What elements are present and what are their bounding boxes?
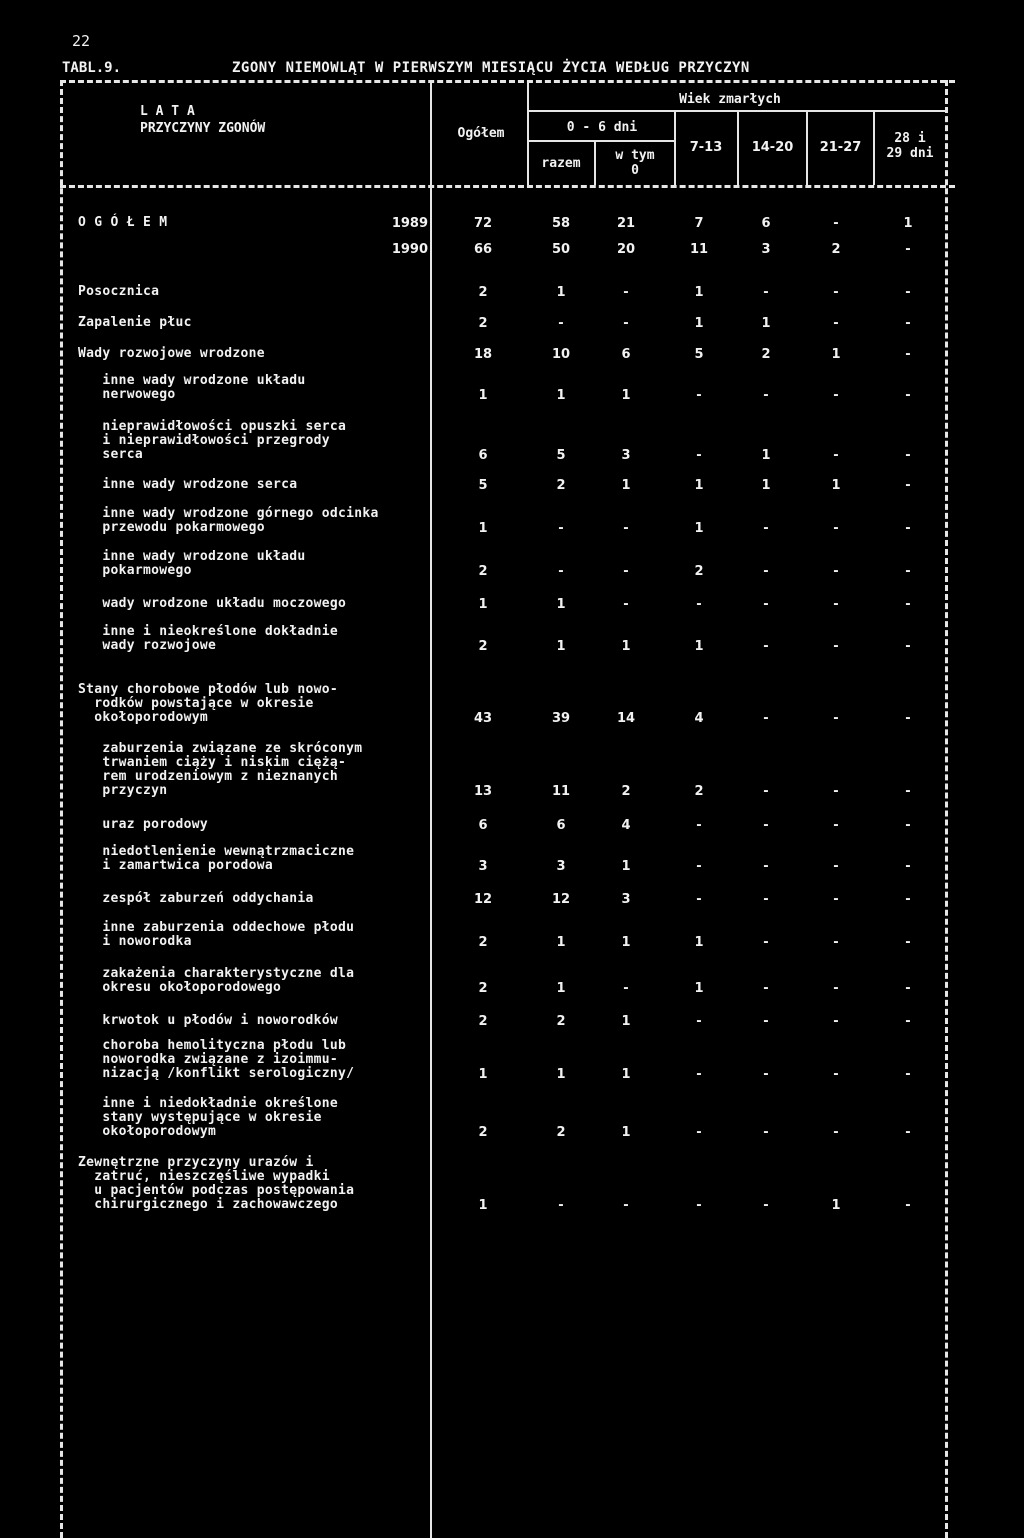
cause-label: krwotok u płodów i noworodków <box>78 1013 339 1028</box>
cause-label: zakażenia charakterystyczne dla okresu okołoporodowego <box>102 966 355 995</box>
cause-label: wady wrodzone układu moczowego <box>78 596 347 611</box>
cell-value: 1 <box>621 388 631 403</box>
header-7-13: 7-13 <box>689 140 723 155</box>
cell-value: 2 <box>761 347 771 362</box>
cell-value: - <box>833 892 839 907</box>
cell-value: - <box>905 859 911 874</box>
cell-value: 13 <box>473 784 493 799</box>
cell-value: - <box>833 316 839 331</box>
cell-value: - <box>763 521 769 536</box>
cause-label: Zewnętrzne przyczyny urazów i zatruć, nieszczęśliwe wypadki u pacjentów podczas postępowania chirurgicznego i zachowawczego <box>78 1155 355 1212</box>
cell-value: 1 <box>478 521 488 536</box>
cause-label: inne wady wrodzone górnego odcinka przewodu pokarmowego <box>102 506 379 535</box>
cell-value: - <box>696 859 702 874</box>
cell-value: 5 <box>478 478 488 493</box>
header-ogolem: Ogółem <box>457 126 505 141</box>
cell-value: - <box>905 784 911 799</box>
cell-value: - <box>763 1014 769 1029</box>
cell-value: 1 <box>478 388 488 403</box>
cell-value: - <box>905 242 911 257</box>
cell-value: - <box>763 784 769 799</box>
cell-value: - <box>905 1067 911 1082</box>
cell-value: 72 <box>473 216 493 231</box>
cell-value: - <box>763 1067 769 1082</box>
cell-value: - <box>833 1014 839 1029</box>
table-label: TABL.9. <box>62 60 122 76</box>
header-razem: razem <box>541 156 581 171</box>
cell-value: 2 <box>556 478 566 493</box>
header-21-27: 21-27 <box>819 140 862 155</box>
cell-value: - <box>833 639 839 654</box>
cell-value: 2 <box>478 935 488 950</box>
cell-value: 1 <box>831 347 841 362</box>
cell-value: - <box>905 981 911 996</box>
cell-value: - <box>905 521 911 536</box>
cell-value: 1 <box>761 316 771 331</box>
cell-value: 2 <box>478 564 488 579</box>
cell-value: 1 <box>694 935 704 950</box>
cell-value: - <box>833 521 839 536</box>
cell-value: - <box>696 1198 702 1213</box>
cell-value: 3 <box>621 892 631 907</box>
cell-value: 6 <box>621 347 631 362</box>
cell-value: - <box>763 935 769 950</box>
cell-value: - <box>696 818 702 833</box>
cell-value: 1 <box>831 478 841 493</box>
cell-value: - <box>833 448 839 463</box>
cell-value: 10 <box>551 347 571 362</box>
cell-value: - <box>905 1125 911 1140</box>
page-number: 22 <box>72 32 91 50</box>
cell-value: 2 <box>694 784 704 799</box>
cell-value: - <box>833 1125 839 1140</box>
cell-value: 2 <box>621 784 631 799</box>
table-title: ZGONY NIEMOWLĄT W PIERWSZYM MIESIĄCU ŻYCIA WEDŁUG PRZYCZYN <box>232 60 750 76</box>
cell-value: - <box>763 639 769 654</box>
cell-value: - <box>696 892 702 907</box>
cell-value: 50 <box>551 242 571 257</box>
cell-value: 11 <box>551 784 571 799</box>
cause-label: inne wady wrodzone układu pokarmowego <box>102 549 306 578</box>
year-label: 1989 <box>391 216 428 231</box>
cause-label: inne wady wrodzone serca <box>78 477 298 492</box>
cell-value: 2 <box>478 285 488 300</box>
cell-value: - <box>833 818 839 833</box>
cell-value: 2 <box>831 242 841 257</box>
cell-value: 1 <box>556 285 566 300</box>
cell-value: - <box>833 285 839 300</box>
cause-label: uraz porodowy <box>78 817 209 832</box>
cell-value: - <box>558 1198 564 1213</box>
cell-value: 2 <box>478 316 488 331</box>
cell-value: 5 <box>694 347 704 362</box>
cell-value: - <box>623 597 629 612</box>
cell-value: 2 <box>478 1125 488 1140</box>
cell-value: 3 <box>621 448 631 463</box>
cell-value: 1 <box>694 285 704 300</box>
cell-value: - <box>763 597 769 612</box>
cell-value: 12 <box>551 892 571 907</box>
cell-value: - <box>905 448 911 463</box>
cell-value: - <box>905 597 911 612</box>
cause-label: O G Ó Ł E M <box>78 215 168 230</box>
cell-value: 1 <box>694 316 704 331</box>
cell-value: - <box>905 711 911 726</box>
cause-label: inne i niedokładnie określone stany występujące w okresie okołoporodowym <box>102 1096 339 1139</box>
cause-label: Stany chorobowe płodów lub nowo- rodków powstające w okresie okołoporodowym <box>78 682 339 725</box>
year-label: 1990 <box>391 242 428 257</box>
cell-value: - <box>558 564 564 579</box>
cell-value: 2 <box>694 564 704 579</box>
cell-value: 1 <box>556 388 566 403</box>
cell-value: 58 <box>551 216 571 231</box>
header-28-29: 28 i 29 dni <box>886 131 934 161</box>
cell-value: - <box>623 564 629 579</box>
cell-value: - <box>763 818 769 833</box>
cause-label: niedotlenienie wewnątrzmaciczne i zamartwica porodowa <box>102 844 355 873</box>
cell-value: - <box>833 1067 839 1082</box>
cell-value: - <box>763 1125 769 1140</box>
cell-value: 1 <box>478 1067 488 1082</box>
cell-value: - <box>763 711 769 726</box>
cell-value: 1 <box>761 478 771 493</box>
cause-label: inne zaburzenia oddechowe płodu i noworodka <box>102 920 355 949</box>
cell-value: - <box>763 564 769 579</box>
cell-value: - <box>696 597 702 612</box>
cell-value: - <box>623 316 629 331</box>
cause-label: nieprawidłowości opuszki serca i nieprawidłowości przegrody serca <box>102 419 347 462</box>
cause-label: zaburzenia związane ze skróconym trwaniem ciąży i niskim ciężą- rem urodzeniowym z nieznanych przyczyn <box>102 741 363 798</box>
cell-value: 6 <box>556 818 566 833</box>
cell-value: - <box>763 981 769 996</box>
cell-value: - <box>763 285 769 300</box>
cell-value: 1 <box>621 1014 631 1029</box>
cell-value: - <box>623 981 629 996</box>
header-w-tym-0: w tym 0 <box>615 148 655 178</box>
cell-value: 1 <box>556 639 566 654</box>
cell-value: 2 <box>478 1014 488 1029</box>
cell-value: - <box>696 1067 702 1082</box>
cell-value: 18 <box>473 347 493 362</box>
cell-value: - <box>905 892 911 907</box>
cell-value: - <box>905 478 911 493</box>
cell-value: - <box>833 935 839 950</box>
cell-value: 2 <box>556 1014 566 1029</box>
header-0-6-days: 0 - 6 dni <box>566 120 638 135</box>
cell-value: - <box>905 388 911 403</box>
cause-label: inne wady wrodzone układu nerwowego <box>102 373 306 402</box>
cell-value: - <box>905 639 911 654</box>
cell-value: - <box>833 711 839 726</box>
header-wiek: Wiek zmarłych <box>679 92 781 107</box>
cell-value: 5 <box>556 448 566 463</box>
cell-value: 1 <box>556 1067 566 1082</box>
cell-value: - <box>763 1198 769 1213</box>
cause-label: Zapalenie płuc <box>78 315 192 330</box>
cell-value: 3 <box>478 859 488 874</box>
cell-value: - <box>623 1198 629 1213</box>
cell-value: 14 <box>616 711 636 726</box>
cell-value: 6 <box>761 216 771 231</box>
cell-value: 1 <box>621 1067 631 1082</box>
cell-value: 1 <box>694 639 704 654</box>
cell-value: - <box>905 564 911 579</box>
cell-value: 1 <box>761 448 771 463</box>
cell-value: - <box>833 597 839 612</box>
cell-value: 1 <box>621 639 631 654</box>
cause-label: Wady rozwojowe wrodzone <box>78 346 265 361</box>
cell-value: 43 <box>473 711 493 726</box>
cell-value: 4 <box>621 818 631 833</box>
cell-value: - <box>905 316 911 331</box>
cell-value: - <box>558 521 564 536</box>
cell-value: 1 <box>556 935 566 950</box>
cause-label: inne i nieokreślone dokładnie wady rozwojowe <box>102 624 339 653</box>
header-lata: L A T A <box>140 104 195 119</box>
cell-value: 1 <box>694 478 704 493</box>
cell-value: - <box>905 347 911 362</box>
cell-value: - <box>623 285 629 300</box>
cell-value: 2 <box>478 639 488 654</box>
cell-value: 1 <box>621 478 631 493</box>
cell-value: 1 <box>478 1198 488 1213</box>
cell-value: 4 <box>694 711 704 726</box>
cell-value: 21 <box>616 216 636 231</box>
cell-value: - <box>833 859 839 874</box>
cell-value: 1 <box>694 981 704 996</box>
cell-value: 66 <box>473 242 493 257</box>
cell-value: - <box>696 448 702 463</box>
cell-value: - <box>905 935 911 950</box>
cell-value: 1 <box>621 935 631 950</box>
cell-value: 3 <box>556 859 566 874</box>
cell-value: 1 <box>621 859 631 874</box>
cell-value: - <box>905 818 911 833</box>
cell-value: 6 <box>478 448 488 463</box>
cell-value: 20 <box>616 242 636 257</box>
cell-value: 1 <box>478 597 488 612</box>
cell-value: 1 <box>831 1198 841 1213</box>
cell-value: - <box>623 521 629 536</box>
cell-value: - <box>696 1014 702 1029</box>
cell-value: - <box>905 285 911 300</box>
header-przyczyny: PRZYCZYNY ZGONÓW <box>140 121 266 136</box>
cell-value: 3 <box>761 242 771 257</box>
cell-value: - <box>696 388 702 403</box>
cell-value: 1 <box>556 597 566 612</box>
cell-value: 7 <box>694 216 704 231</box>
cell-value: - <box>833 784 839 799</box>
cell-value: 2 <box>478 981 488 996</box>
cell-value: - <box>833 564 839 579</box>
cause-label: zespół zaburzeń oddychania <box>78 891 314 906</box>
cell-value: 2 <box>556 1125 566 1140</box>
cell-value: - <box>696 1125 702 1140</box>
cell-value: - <box>763 859 769 874</box>
cell-value: 6 <box>478 818 488 833</box>
cell-value: 11 <box>689 242 709 257</box>
cell-value: - <box>833 216 839 231</box>
cell-value: 39 <box>551 711 571 726</box>
cause-label: Posocznica <box>78 284 160 299</box>
cell-value: 1 <box>556 981 566 996</box>
cell-value: 1 <box>903 216 913 231</box>
cell-value: - <box>558 316 564 331</box>
cell-value: - <box>763 892 769 907</box>
cell-value: - <box>905 1198 911 1213</box>
cell-value: 12 <box>473 892 493 907</box>
cell-value: 1 <box>621 1125 631 1140</box>
cause-label: choroba hemolityczna płodu lub noworodka związane z izoimmu- nizacją /konflikt serologiczny/ <box>102 1038 355 1081</box>
cell-value: 1 <box>694 521 704 536</box>
cell-value: - <box>905 1014 911 1029</box>
cell-value: - <box>833 388 839 403</box>
header-14-20: 14-20 <box>751 140 794 155</box>
cell-value: - <box>763 388 769 403</box>
cell-value: - <box>833 981 839 996</box>
